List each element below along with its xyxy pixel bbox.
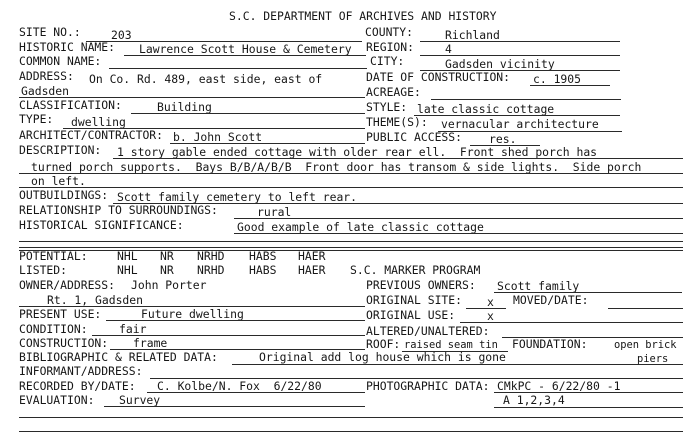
type-label: TYPE:: [19, 112, 54, 126]
recorded-by-label: RECORDED BY/DATE:: [19, 379, 136, 393]
previous-owners-label: PREVIOUS OWNERS:: [366, 278, 476, 292]
relationship-value: rural: [257, 205, 292, 219]
classification-label: CLASSIFICATION:: [19, 98, 122, 112]
relationship-label: RELATIONSHIP TO SURROUNDINGS:: [19, 203, 218, 217]
construction-label: CONSTRUCTION:: [19, 336, 109, 350]
potential-label: POTENTIAL:: [19, 249, 88, 263]
classification-value: Building: [157, 100, 212, 114]
original-site-label: ORIGINAL SITE:: [366, 293, 463, 307]
region-label: REGION:: [366, 40, 415, 54]
owner-value-1: John Porter: [131, 278, 207, 292]
historic-name-value: Lawrence Scott House & Cemetery: [139, 42, 352, 56]
address-value-2: Gadsden: [21, 84, 70, 98]
public-access-label: PUBLIC ACCESS:: [366, 130, 463, 144]
listed-label: LISTED:: [19, 263, 68, 277]
date-construction-line: [530, 85, 610, 86]
relationship-line: [234, 218, 683, 219]
biblio-label: BIBLIOGRAPHIC & RELATED DATA:: [19, 350, 218, 364]
present-use-value: Future dwelling: [141, 307, 244, 321]
evaluation-line: [104, 406, 365, 407]
description-rule-1: [113, 158, 683, 159]
site-no-value: 203: [111, 28, 132, 42]
original-site-value: x: [487, 295, 494, 309]
address-label: ADDRESS:: [19, 69, 74, 83]
marker-program: S.C. MARKER PROGRAM: [350, 263, 481, 277]
present-use-label: PRESENT USE:: [19, 307, 102, 321]
present-use-line: [106, 320, 365, 321]
theme-value: vernacular architecture: [441, 117, 599, 131]
foundation-value-1: open brick: [614, 339, 677, 351]
foundation-label: FOUNDATION:: [512, 337, 588, 351]
owner-value-2: Rt. 1, Gadsden: [47, 293, 144, 307]
region-value: 4: [445, 42, 452, 56]
significance-value: Good example of late classic cottage: [237, 220, 484, 234]
potential-haer: HAER: [298, 249, 326, 263]
style-line: [414, 115, 620, 116]
bottom-rule-2: [19, 431, 683, 432]
listed-habs: HABS: [249, 263, 277, 277]
photographic-label: PHOTOGRAPHIC DATA:: [366, 379, 490, 393]
form-header: S.C. DEPARTMENT OF ARCHIVES AND HISTORY: [229, 9, 497, 23]
description-line-1: 1 story gable ended cottage with older rear ell. Front shed porch has: [117, 145, 598, 159]
common-name-label: COMMON NAME:: [19, 54, 102, 68]
potential-nhl: NHL: [117, 249, 138, 263]
city-label: CITY:: [370, 54, 405, 68]
moved-date-label: MOVED/DATE:: [513, 293, 589, 307]
photographic-line-2: [494, 407, 683, 408]
listed-nhl: NHL: [117, 263, 138, 277]
original-use-value: x: [487, 309, 494, 323]
description-rule-2: [19, 173, 683, 174]
acreage-label: ACREAGE:: [366, 85, 421, 99]
potential-nrhd: NRHD: [197, 249, 225, 263]
owner-label: OWNER/ADDRESS:: [19, 278, 116, 292]
classification-line: [131, 113, 365, 114]
description-label: DESCRIPTION:: [19, 143, 102, 157]
historic-name-label: HISTORIC NAME:: [19, 40, 116, 54]
blank-rule: [19, 241, 683, 242]
architect-line: [170, 143, 365, 144]
style-label: STYLE:: [366, 100, 408, 114]
type-value: dwelling: [71, 115, 126, 129]
potential-nr: NR: [160, 249, 174, 263]
architect-label: ARCHITECT/CONTRACTOR:: [19, 128, 164, 142]
roof-label: ROOF:: [366, 337, 401, 351]
architect-value: b. John Scott: [173, 130, 263, 144]
significance-line: [234, 233, 683, 234]
original-use-line: [460, 322, 683, 323]
historic-name-line: [124, 55, 366, 56]
theme-line: [438, 131, 622, 132]
section-divider-top: [19, 247, 683, 248]
foundation-value-2: piers: [637, 353, 669, 365]
common-name-line: [109, 68, 367, 69]
condition-value: fair: [119, 322, 147, 336]
address-value-1: On Co. Rd. 489, east side, east of: [89, 72, 323, 86]
informant-label: INFORMANT/ADDRESS:: [19, 364, 143, 378]
bottom-rule-1: [19, 417, 683, 418]
county-value: Richland: [445, 28, 500, 42]
construction-value: frame: [133, 336, 168, 350]
outbuildings-value: Scott family cemetery to left rear.: [117, 190, 358, 204]
style-value: late classic cottage: [417, 102, 555, 116]
photographic-value-2: A 1,2,3,4: [503, 393, 565, 407]
description-line-2: turned porch supports. Bays B/B/A/B/B Front door has transom & side lights. Side porch: [31, 160, 642, 174]
moved-date-line: [608, 308, 683, 309]
listed-haer: HAER: [298, 263, 326, 277]
biblio-line: [232, 364, 683, 365]
roof-value: raised seam tin: [404, 339, 498, 351]
date-construction-value: c. 1905: [533, 72, 582, 86]
date-construction-label: DATE OF CONSTRUCTION:: [366, 70, 511, 84]
previous-owners-value: Scott family: [497, 279, 580, 293]
condition-label: CONDITION:: [19, 322, 88, 336]
photographic-value-1: CMkPC - 6/22/80 -1: [497, 379, 621, 393]
region-line: [420, 55, 620, 56]
recorded-by-line: [147, 392, 365, 393]
original-site-line: [466, 308, 506, 309]
description-line-3: on left.: [31, 174, 86, 188]
recorded-by-value: C. Kolbe/N. Fox 6/22/80: [157, 379, 322, 393]
biblio-value: Original add log house which is gone: [259, 350, 506, 364]
acreage-line: [431, 99, 621, 100]
evaluation-value: Survey: [119, 393, 161, 407]
listed-nr: NR: [160, 263, 174, 277]
altered-label: ALTERED/UNALTERED:: [366, 324, 490, 338]
potential-habs: HABS: [249, 249, 277, 263]
outbuildings-label: OUTBUILDINGS:: [19, 188, 109, 202]
site-no-label: SITE NO.:: [19, 25, 81, 39]
city-value: Gadsden vicinity: [445, 57, 555, 71]
listed-nrhd: NRHD: [197, 263, 225, 277]
original-use-label: ORIGINAL USE:: [366, 308, 456, 322]
evaluation-label: EVALUATION:: [19, 393, 95, 407]
description-rule-3: [19, 187, 683, 188]
county-label: COUNTY:: [365, 25, 414, 39]
significance-label: HISTORICAL SIGNIFICANCE:: [19, 218, 184, 232]
theme-label: THEME(S):: [366, 115, 428, 129]
public-access-value: res.: [489, 132, 517, 146]
